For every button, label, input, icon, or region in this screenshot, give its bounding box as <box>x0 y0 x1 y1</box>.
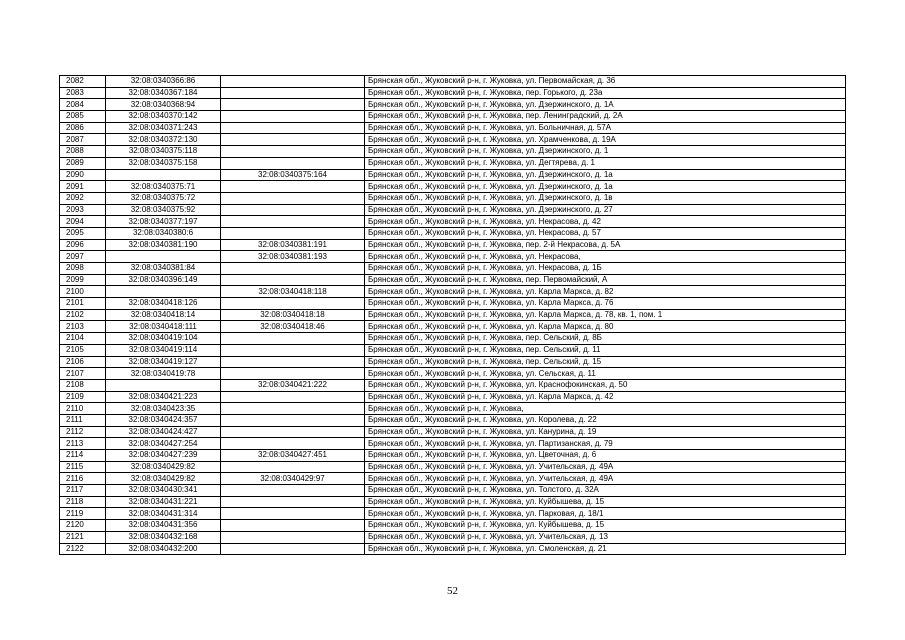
table-row <box>60 321 846 333</box>
related-cadastral-number-cell: 32:08:0340418:118 <box>221 286 365 298</box>
related-cadastral-number-cell <box>221 403 365 415</box>
related-cadastral-number-cell <box>221 414 365 426</box>
related-cadastral-number-cell <box>221 531 365 543</box>
table-row <box>60 286 846 298</box>
table-row <box>60 146 846 158</box>
address-cell: Брянская обл., Жуковский р-н, г. Жуковка, пер. Горького, д. 23а <box>365 87 846 99</box>
related-cadastral-number-cell <box>221 274 365 286</box>
row-number-cell: 2099 <box>60 274 106 286</box>
table-row <box>60 450 846 462</box>
table-row <box>60 333 846 345</box>
address-cell: Брянская обл., Жуковский р-н, г. Жуковка, ул. Некрасова, д. 42 <box>365 216 846 228</box>
table-row <box>60 87 846 99</box>
address-cell: Брянская обл., Жуковский р-н, г. Жуковка, ул. Учительская, д. 49А <box>365 461 846 473</box>
cadastral-number-cell: 32:08:0340375:92 <box>106 204 221 216</box>
row-number-cell: 2122 <box>60 543 106 555</box>
cadastral-number-cell: 32:08:0340424:357 <box>106 414 221 426</box>
cadastral-number-cell <box>106 286 221 298</box>
table-row <box>60 216 846 228</box>
related-cadastral-number-cell <box>221 204 365 216</box>
related-cadastral-number-cell <box>221 181 365 193</box>
row-number-cell: 2083 <box>60 87 106 99</box>
cadastral-number-cell: 32:08:0340419:114 <box>106 344 221 356</box>
related-cadastral-number-cell <box>221 87 365 99</box>
table-row <box>60 426 846 438</box>
cadastral-number-cell: 32:08:0340421:223 <box>106 391 221 403</box>
row-number-cell: 2114 <box>60 450 106 462</box>
address-cell: Брянская обл., Жуковский р-н, г. Жуковка, ул. Дегтярева, д. 1 <box>365 157 846 169</box>
cadastral-number-cell: 32:08:0340368:94 <box>106 99 221 111</box>
row-number-cell: 2095 <box>60 227 106 239</box>
related-cadastral-number-cell <box>221 111 365 123</box>
row-number-cell: 2118 <box>60 496 106 508</box>
address-cell: Брянская обл., Жуковский р-н, г. Жуковка, ул. Парковая, д. 18/1 <box>365 508 846 520</box>
related-cadastral-number-cell: 32:08:0340421:222 <box>221 379 365 391</box>
address-cell: Брянская обл., Жуковский р-н, г. Жуковка, ул. Канурина, д. 19 <box>365 426 846 438</box>
related-cadastral-number-cell: 32:08:0340427:451 <box>221 450 365 462</box>
address-cell: Брянская обл., Жуковский р-н, г. Жуковка, ул. Дзержинского, д. 1 <box>365 146 846 158</box>
address-cell: Брянская обл., Жуковский р-н, г. Жуковка, ул. Партизанская, д. 79 <box>365 438 846 450</box>
table-row <box>60 414 846 426</box>
cadastral-number-cell: 32:08:0340380:6 <box>106 227 221 239</box>
table-row <box>60 204 846 216</box>
related-cadastral-number-cell <box>221 508 365 520</box>
related-cadastral-number-cell <box>221 192 365 204</box>
address-cell: Брянская обл., Жуковский р-н, г. Жуковка, ул. Некрасова, <box>365 251 846 263</box>
row-number-cell: 2112 <box>60 426 106 438</box>
table-row <box>60 391 846 403</box>
row-number-cell: 2092 <box>60 192 106 204</box>
row-number-cell: 2111 <box>60 414 106 426</box>
row-number-cell: 2088 <box>60 146 106 158</box>
related-cadastral-number-cell <box>221 356 365 368</box>
cadastral-number-cell: 32:08:0340419:127 <box>106 356 221 368</box>
related-cadastral-number-cell <box>221 227 365 239</box>
related-cadastral-number-cell <box>221 391 365 403</box>
related-cadastral-number-cell <box>221 426 365 438</box>
related-cadastral-number-cell <box>221 543 365 555</box>
related-cadastral-number-cell <box>221 438 365 450</box>
related-cadastral-number-cell <box>221 122 365 134</box>
address-cell: Брянская обл., Жуковский р-н, г. Жуковка, ул. Дзержинского, д. 1в <box>365 192 846 204</box>
row-number-cell: 2094 <box>60 216 106 228</box>
cadastral-number-cell: 32:08:0340371:243 <box>106 122 221 134</box>
table-row <box>60 461 846 473</box>
table-row <box>60 438 846 450</box>
cadastral-number-cell: 32:08:0340431:314 <box>106 508 221 520</box>
cadastral-number-cell: 32:08:0340381:84 <box>106 263 221 275</box>
address-cell: Брянская обл., Жуковский р-н, г. Жуковка, ул. Учительская, д. 13 <box>365 531 846 543</box>
cadastral-number-cell: 32:08:0340431:221 <box>106 496 221 508</box>
table-row <box>60 169 846 181</box>
related-cadastral-number-cell <box>221 461 365 473</box>
row-number-cell: 2115 <box>60 461 106 473</box>
table-row <box>60 508 846 520</box>
table-row <box>60 99 846 111</box>
table-row <box>60 251 846 263</box>
table-row <box>60 181 846 193</box>
row-number-cell: 2121 <box>60 531 106 543</box>
address-cell: Брянская обл., Жуковский р-н, г. Жуковка, пер. Ленинградский, д. 2А <box>365 111 846 123</box>
related-cadastral-number-cell <box>221 485 365 497</box>
cadastral-number-cell: 32:08:0340367:184 <box>106 87 221 99</box>
address-cell: Брянская обл., Жуковский р-н, г. Жуковка, ул. Храмченкова, д. 19А <box>365 134 846 146</box>
cadastral-number-cell: 32:08:0340419:78 <box>106 368 221 380</box>
address-cell: Брянская обл., Жуковский р-н, г. Жуковка, ул. Смоленская, д. 21 <box>365 543 846 555</box>
address-cell: Брянская обл., Жуковский р-н, г. Жуковка, ул. Цветочная, д. 6 <box>365 450 846 462</box>
address-cell: Брянская обл., Жуковский р-н, г. Жуковка, ул. Дзержинского, д. 1А <box>365 99 846 111</box>
related-cadastral-number-cell <box>221 76 365 88</box>
related-cadastral-number-cell <box>221 146 365 158</box>
cadastral-number-cell: 32:08:0340381:190 <box>106 239 221 251</box>
table-row <box>60 309 846 321</box>
related-cadastral-number-cell <box>221 298 365 310</box>
address-cell: Брянская обл., Жуковский р-н, г. Жуковка, ул. Королева, д. 22 <box>365 414 846 426</box>
page-number: 52 <box>447 585 458 597</box>
address-cell: Брянская обл., Жуковский р-н, г. Жуковка, ул. Некрасова, д. 57 <box>365 227 846 239</box>
cadastral-number-cell: 32:08:0340429:82 <box>106 473 221 485</box>
row-number-cell: 2109 <box>60 391 106 403</box>
related-cadastral-number-cell <box>221 263 365 275</box>
address-cell: Брянская обл., Жуковский р-н, г. Жуковка, ул. Карла Маркса, д. 80 <box>365 321 846 333</box>
table-row <box>60 298 846 310</box>
row-number-cell: 2116 <box>60 473 106 485</box>
cadastral-number-cell: 32:08:0340418:14 <box>106 309 221 321</box>
cadastral-number-cell: 32:08:0340375:118 <box>106 146 221 158</box>
row-number-cell: 2105 <box>60 344 106 356</box>
address-cell: Брянская обл., Жуковский р-н, г. Жуковка, ул. Краснофокинская, д. 50 <box>365 379 846 391</box>
cadastral-number-cell: 32:08:0340396:149 <box>106 274 221 286</box>
table-row <box>60 344 846 356</box>
address-cell: Брянская обл., Жуковский р-н, г. Жуковка, ул. Дзержинского, д. 27 <box>365 204 846 216</box>
cadastral-number-cell <box>106 379 221 391</box>
row-number-cell: 2107 <box>60 368 106 380</box>
related-cadastral-number-cell <box>221 99 365 111</box>
table-row <box>60 379 846 391</box>
cadastral-number-cell: 32:08:0340418:111 <box>106 321 221 333</box>
address-cell: Брянская обл., Жуковский р-н, г. Жуковка, ул. Толстого, д. 32А <box>365 485 846 497</box>
related-cadastral-number-cell <box>221 520 365 532</box>
row-number-cell: 2108 <box>60 379 106 391</box>
row-number-cell: 2086 <box>60 122 106 134</box>
row-number-cell: 2119 <box>60 508 106 520</box>
row-number-cell: 2104 <box>60 333 106 345</box>
row-number-cell: 2103 <box>60 321 106 333</box>
address-cell: Брянская обл., Жуковский р-н, г. Жуковка, ул. Дзержинского, д. 1а <box>365 181 846 193</box>
address-cell: Брянская обл., Жуковский р-н, г. Жуковка, ул. Куйбышева, д. 15 <box>365 520 846 532</box>
row-number-cell: 2113 <box>60 438 106 450</box>
row-number-cell: 2102 <box>60 309 106 321</box>
related-cadastral-number-cell <box>221 333 365 345</box>
table-row <box>60 496 846 508</box>
table-row <box>60 356 846 368</box>
row-number-cell: 2120 <box>60 520 106 532</box>
table-row <box>60 239 846 251</box>
cadastral-number-cell: 32:08:0340419:104 <box>106 333 221 345</box>
cadastral-number-cell: 32:08:0340427:239 <box>106 450 221 462</box>
table-row <box>60 122 846 134</box>
related-cadastral-number-cell <box>221 496 365 508</box>
table-row <box>60 543 846 555</box>
cadastral-number-cell: 32:08:0340370:142 <box>106 111 221 123</box>
row-number-cell: 2085 <box>60 111 106 123</box>
table-row <box>60 134 846 146</box>
address-cell: Брянская обл., Жуковский р-н, г. Жуковка, ул. Сельская, д. 11 <box>365 368 846 380</box>
row-number-cell: 2098 <box>60 263 106 275</box>
address-cell: Брянская обл., Жуковский р-н, г. Жуковка, <box>365 403 846 415</box>
related-cadastral-number-cell <box>221 134 365 146</box>
related-cadastral-number-cell <box>221 216 365 228</box>
row-number-cell: 2091 <box>60 181 106 193</box>
row-number-cell: 2082 <box>60 76 106 88</box>
address-cell: Брянская обл., Жуковский р-н, г. Жуковка, пер. Сельский, д. 15 <box>365 356 846 368</box>
address-cell: Брянская обл., Жуковский р-н, г. Жуковка, ул. Карла Маркса, д. 76 <box>365 298 846 310</box>
table-row <box>60 263 846 275</box>
table-row <box>60 368 846 380</box>
table-row <box>60 485 846 497</box>
related-cadastral-number-cell <box>221 344 365 356</box>
address-cell: Брянская обл., Жуковский р-н, г. Жуковка, пер. Сельский, д. 11 <box>365 344 846 356</box>
address-cell: Брянская обл., Жуковский р-н, г. Жуковка, пер. 2-й Некрасова, д. 5А <box>365 239 846 251</box>
cadastral-number-cell: 32:08:0340424:427 <box>106 426 221 438</box>
table-row <box>60 531 846 543</box>
cadastral-number-cell: 32:08:0340432:168 <box>106 531 221 543</box>
row-number-cell: 2100 <box>60 286 106 298</box>
related-cadastral-number-cell: 32:08:0340418:46 <box>221 321 365 333</box>
related-cadastral-number-cell <box>221 368 365 380</box>
row-number-cell: 2087 <box>60 134 106 146</box>
address-cell: Брянская обл., Жуковский р-н, г. Жуковка, ул. Учительская, д. 49А <box>365 473 846 485</box>
cadastral-number-cell: 32:08:0340418:126 <box>106 298 221 310</box>
address-cell: Брянская обл., Жуковский р-н, г. Жуковка, ул. Куйбышева, д. 15 <box>365 496 846 508</box>
address-cell: Брянская обл., Жуковский р-н, г. Жуковка, пер. Сельский, д. 8Б <box>365 333 846 345</box>
cadastral-number-cell: 32:08:0340429:82 <box>106 461 221 473</box>
row-number-cell: 2106 <box>60 356 106 368</box>
cadastral-number-cell: 32:08:0340375:72 <box>106 192 221 204</box>
related-cadastral-number-cell <box>221 157 365 169</box>
row-number-cell: 2097 <box>60 251 106 263</box>
cadastral-number-cell: 32:08:0340427:254 <box>106 438 221 450</box>
address-cell: Брянская обл., Жуковский р-н, г. Жуковка, ул. Больничная, д. 57А <box>365 122 846 134</box>
address-cell: Брянская обл., Жуковский р-н, г. Жуковка, ул. Карла Маркса, д. 42 <box>365 391 846 403</box>
cadastral-number-cell: 32:08:0340431:356 <box>106 520 221 532</box>
row-number-cell: 2117 <box>60 485 106 497</box>
row-number-cell: 2110 <box>60 403 106 415</box>
row-number-cell: 2090 <box>60 169 106 181</box>
address-cell: Брянская обл., Жуковский р-н, г. Жуковка, ул. Некрасова, д. 1Б <box>365 263 846 275</box>
table-row <box>60 274 846 286</box>
related-cadastral-number-cell: 32:08:0340429:97 <box>221 473 365 485</box>
cadastral-number-cell: 32:08:0340430:341 <box>106 485 221 497</box>
table-row <box>60 76 846 88</box>
cadastral-number-cell: 32:08:0340423:35 <box>106 403 221 415</box>
row-number-cell: 2093 <box>60 204 106 216</box>
row-number-cell: 2084 <box>60 99 106 111</box>
table-row <box>60 227 846 239</box>
cadastral-number-cell: 32:08:0340377:197 <box>106 216 221 228</box>
address-cell: Брянская обл., Жуковский р-н, г. Жуковка, ул. Первомайская, д. 36 <box>365 76 846 88</box>
row-number-cell: 2096 <box>60 239 106 251</box>
address-cell: Брянская обл., Жуковский р-н, г. Жуковка, ул. Дзержинского, д. 1а <box>365 169 846 181</box>
table-row <box>60 157 846 169</box>
cadastral-number-cell <box>106 251 221 263</box>
related-cadastral-number-cell: 32:08:0340375:164 <box>221 169 365 181</box>
related-cadastral-number-cell: 32:08:0340381:191 <box>221 239 365 251</box>
row-number-cell: 2101 <box>60 298 106 310</box>
related-cadastral-number-cell: 32:08:0340418:18 <box>221 309 365 321</box>
table-row <box>60 192 846 204</box>
cadastral-number-cell <box>106 169 221 181</box>
table-row <box>60 111 846 123</box>
cadastral-number-cell: 32:08:0340375:71 <box>106 181 221 193</box>
cadastral-number-cell: 32:08:0340372:130 <box>106 134 221 146</box>
cadastral-number-cell: 32:08:0340375:158 <box>106 157 221 169</box>
cadastral-number-cell: 32:08:0340366:86 <box>106 76 221 88</box>
table-row <box>60 520 846 532</box>
related-cadastral-number-cell: 32:08:0340381:193 <box>221 251 365 263</box>
registry-table-body <box>60 76 846 555</box>
table-row <box>60 473 846 485</box>
table-row <box>60 403 846 415</box>
address-cell: Брянская обл., Жуковский р-н, г. Жуковка, ул. Карла Маркса, д. 82 <box>365 286 846 298</box>
row-number-cell: 2089 <box>60 157 106 169</box>
address-cell: Брянская обл., Жуковский р-н, г. Жуковка, пер. Первомайский, А <box>365 274 846 286</box>
registry-table <box>59 75 846 555</box>
address-cell: Брянская обл., Жуковский р-н, г. Жуковка, ул. Карла Маркса, д. 78, кв. 1, пом. 1 <box>365 309 846 321</box>
cadastral-number-cell: 32:08:0340432:200 <box>106 543 221 555</box>
